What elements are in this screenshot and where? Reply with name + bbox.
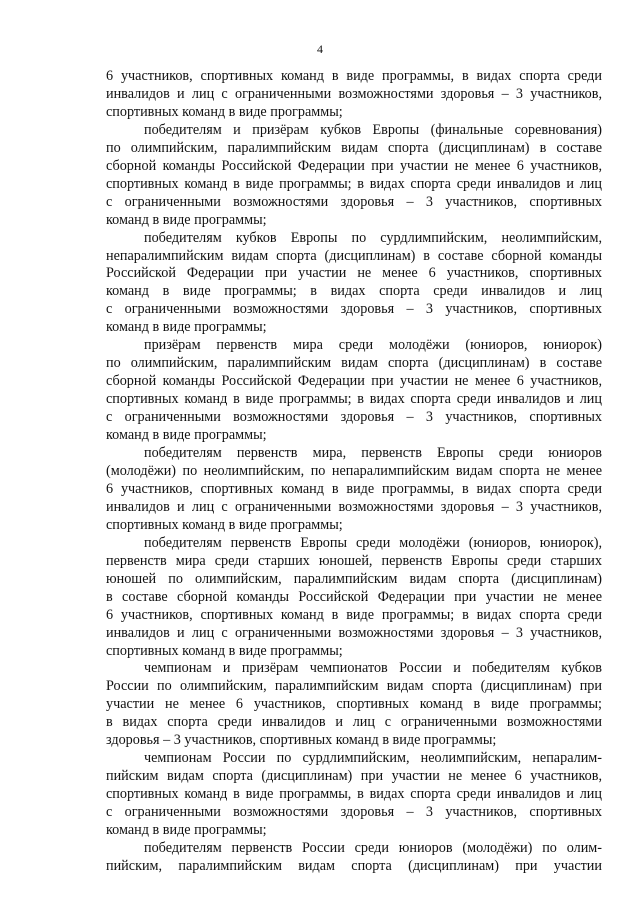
text-line: команд в виде программы; (106, 822, 267, 839)
text-line: победителям и призёрам кубков Европы (финальные соревнования) (144, 121, 602, 138)
paragraph (106, 535, 602, 661)
paragraph (106, 660, 602, 750)
text-line: спортивных команд в виде программы; (106, 642, 343, 659)
text-line: победителям первенств России среди юниоров (молодёжи) по олим- (144, 839, 602, 856)
text-line: первенств мира среди старших юношей, первенств Европы среди старших (106, 552, 602, 569)
text-line: в видах спорта среди инвалидов и лиц с ограниченными возможностями (106, 714, 602, 731)
text-line: спортивных команд в виде программы; (106, 103, 343, 120)
text-line: пийским видам спорта (дисциплинам) при участии не менее 6 участников, (106, 768, 602, 785)
text-line: чемпионам России по сурдлимпийским, неолимпийским, непаралим- (144, 750, 602, 767)
text-line: победителям первенств мира, первенств Европы среди юниоров (144, 445, 602, 462)
text-line: (молодёжи) по неолимпийским, по непаралимпийским видам спорта не менее (106, 462, 602, 479)
text-line: спортивных команд в виде программы, в видах спорта среди инвалидов и лиц (106, 786, 602, 803)
text-line: юношей по олимпийским, паралимпийским видам спорта (дисциплинам) (106, 570, 602, 587)
text-line: спортивных команд в виде программы; в видах спорта среди инвалидов и лиц (106, 391, 602, 408)
text-line: с ограниченными возможностями здоровья – 3 участников, спортивных (106, 804, 602, 821)
paragraph (106, 840, 602, 876)
text-line: 6 участников, спортивных команд в виде программы, в видах спорта среди (106, 480, 602, 497)
page-number: 4 (317, 42, 323, 56)
text-line: непаралимпийским видам спорта (дисциплинам) в составе сборной команды (106, 247, 602, 264)
text-line: призёрам первенств мира среди молодёжи (юниоров, юниорок) (144, 337, 602, 354)
text-line: здоровья – 3 участников, спортивных команд в виде программы; (106, 732, 497, 749)
text-line: с ограниченными возможностями здоровья – 3 участников, спортивных (106, 193, 602, 210)
text-line: Российской Федерации при участии не менее 6 участников, спортивных (106, 265, 602, 282)
paragraph (106, 445, 602, 535)
text-line: спортивных команд в виде программы; в видах спорта среди инвалидов и лиц (106, 175, 602, 192)
text-line: команд в виде программы; в видах спорта среди инвалидов и лиц (106, 283, 602, 300)
paragraph (106, 750, 602, 840)
text-line: команд в виде программы; (106, 427, 267, 444)
text-line: в составе сборной команды Российской Федерации при участии не менее (106, 588, 602, 605)
paragraph (106, 122, 602, 230)
paragraph (106, 337, 602, 445)
text-line: сборной команды Российской Федерации при участии не менее 6 участников, (106, 157, 602, 174)
document-body (106, 68, 602, 876)
text-line: инвалидов и лиц с ограниченными возможностями здоровья – 3 участников, (106, 498, 602, 515)
text-line: России по олимпийским, паралимпийским видам спорта (дисциплинам) при (106, 678, 602, 695)
text-line: участии не менее 6 участников, спортивных команд в виде программы; (106, 696, 602, 713)
text-line: по олимпийским, паралимпийским видам спорта (дисциплинам) в составе (106, 355, 602, 372)
text-line: победителям кубков Европы по сурдлимпийским, неолимпийским, (144, 229, 602, 246)
paragraph (106, 68, 602, 122)
text-line: сборной команды Российской Федерации при участии не менее 6 участников, (106, 373, 602, 390)
paragraph (106, 230, 602, 338)
text-line: инвалидов и лиц с ограниченными возможностями здоровья – 3 участников, (106, 85, 602, 102)
text-line: 6 участников, спортивных команд в виде программы, в видах спорта среди (106, 68, 602, 84)
text-line: по олимпийским, паралимпийским видам спорта (дисциплинам) в составе (106, 139, 602, 156)
text-line: спортивных команд в виде программы; (106, 516, 343, 533)
text-line: команд в виде программы; (106, 319, 267, 336)
text-line: победителям первенств Европы среди молодёжи (юниоров, юниорок), (144, 534, 602, 551)
text-line: с ограниченными возможностями здоровья – 3 участников, спортивных (106, 301, 602, 318)
text-line: 6 участников, спортивных команд в виде программы; в видах спорта среди (106, 606, 602, 623)
text-line: чемпионам и призёрам чемпионатов России и победителям кубков (144, 660, 602, 677)
text-line: инвалидов и лиц с ограниченными возможностями здоровья – 3 участников, (106, 624, 602, 641)
text-line: с ограниченными возможностями здоровья – 3 участников, спортивных (106, 409, 602, 426)
text-line: команд в виде программы; (106, 211, 267, 228)
text-line: пийским, паралимпийским видам спорта (дисциплинам) при участии (106, 857, 602, 874)
